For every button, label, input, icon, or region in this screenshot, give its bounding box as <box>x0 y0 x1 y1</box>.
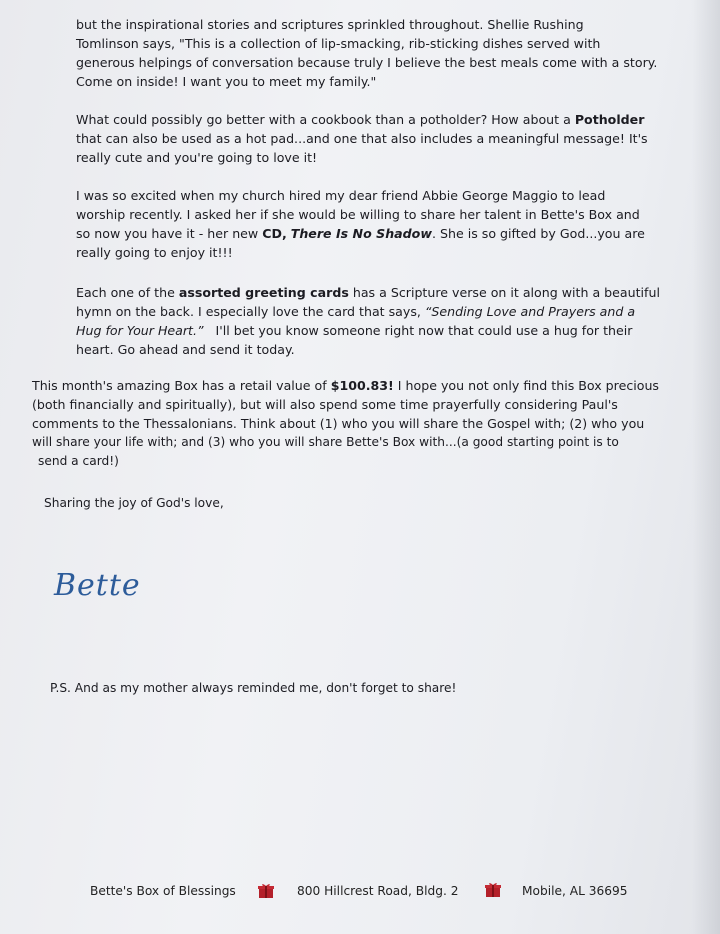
text-run: so now you have it - her new <box>76 226 263 241</box>
text-run: What could possibly go better with a cookbook than a potholder? How about a <box>76 112 575 127</box>
text-line: generous helpings of conversation because truly I believe the best meals come with a story. <box>76 55 658 70</box>
gift-box-icon <box>258 883 274 898</box>
footer-address: 800 Hillcrest Road, Bldg. 2 <box>297 884 459 898</box>
text-line <box>32 376 682 395</box>
signature: Bette <box>54 568 141 603</box>
card-quote: Hug for Your Heart.” <box>76 323 204 338</box>
text-line <box>76 283 676 302</box>
closing-line: Sharing the joy of God's love, <box>44 496 224 510</box>
text-line <box>76 110 676 129</box>
text-line: send a card!) <box>38 454 119 468</box>
text-run: hymn on the back. I especially love the card that says, <box>76 304 425 319</box>
text-line <box>76 224 676 243</box>
potholder-bold: Potholder <box>574 112 645 127</box>
text-run: Each one of the <box>76 285 179 300</box>
footer-city: Mobile, AL 36695 <box>522 884 628 898</box>
paragraph-cookbook-quote <box>76 15 676 91</box>
cd-title: There Is No Shadow <box>290 226 432 241</box>
text-line <box>76 321 676 340</box>
text-line: Tomlinson says, "This is a collection of lip-smacking, rib-sticking dishes served with <box>76 36 601 51</box>
retail-value: $100.83! <box>330 378 394 393</box>
paragraph-retail-value <box>32 376 682 471</box>
text-line: but the inspirational stories and scriptures sprinkled throughout. Shellie Rushing <box>76 17 584 32</box>
text-line <box>76 302 676 321</box>
text-run: . She is so gifted by God...you are <box>431 226 645 241</box>
paragraph-cd <box>76 186 676 262</box>
gift-box-icon <box>485 882 501 897</box>
text-line: comments to the Thessalonians. Think about (1) who you will share the Gospel with; (2) who you <box>32 416 645 431</box>
text-run: has a Scripture verse on it along with a beautiful <box>348 285 660 300</box>
text-run: I'll bet you know someone right now that could use a hug for their <box>203 323 633 338</box>
cd-bold: CD, <box>262 226 287 241</box>
text-line: will share your life with; and (3) who you will share Bette's Box with...(a good starting point is to <box>32 435 619 449</box>
text-line: heart. Go ahead and send it today. <box>76 342 295 357</box>
paragraph-potholder <box>76 110 676 167</box>
text-run: I hope you not only find this Box precious <box>393 378 659 393</box>
text-line: I was so excited when my church hired my dear friend Abbie George Maggio to lead <box>76 188 606 203</box>
card-quote: “Sending Love and Prayers and a <box>424 304 636 319</box>
footer-company-name: Bette's Box of Blessings <box>90 884 236 898</box>
text-run: This month's amazing Box has a retail value of <box>32 378 331 393</box>
text-line: Come on inside! I want you to meet my family." <box>76 74 377 89</box>
paragraph-greeting-cards <box>76 283 676 359</box>
text-line: really cute and you're going to love it! <box>76 150 318 165</box>
text-line: worship recently. I asked her if she would be willing to share her talent in Bette's Box and <box>76 207 640 222</box>
greeting-cards-bold: assorted greeting cards <box>178 285 349 300</box>
text-line: (both financially and spiritually), but will also spend some time prayerfully considering Paul's <box>32 397 618 412</box>
text-line: really going to enjoy it!!! <box>76 245 233 260</box>
postscript: P.S. And as my mother always reminded me, don't forget to share! <box>50 681 457 695</box>
page-edge-shadow <box>692 0 720 934</box>
text-line: that can also be used as a hot pad...and one that also includes a meaningful message! It's <box>76 131 648 146</box>
